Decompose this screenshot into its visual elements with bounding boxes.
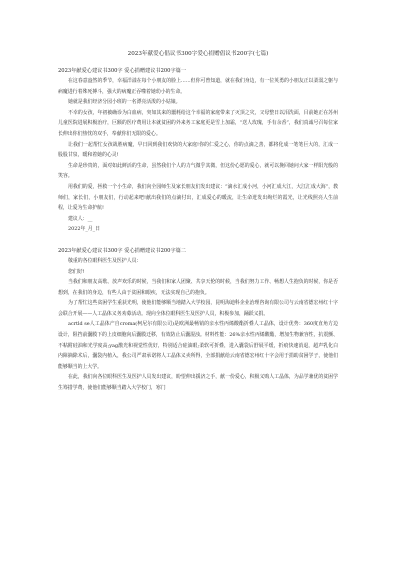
paragraph: 让我们一起帮忙女孩战胜病魔，早日回到我们欢快的大家庭!你的仁爱之心，你的点滴之善，都将化成一笔笔巨大的，汇成一股股甘泉，暖和着她的心灵! (58, 141, 338, 159)
signoff: 建议人：__ (68, 215, 93, 222)
paragraph: 生命是珍贵的，面对如此鲜活的生命，虽然我们个人的力气微乎其微，但这份心愿的爱心，就可以挽回她问大家一样阳光般的笑容。 (58, 162, 338, 180)
paragraph: 在此，我们向各位眼科医生及医护人员发出建议，盼望伸出援济之手，献一份爱心，积极义购人工晶体，为品学兼优的贫困学生筹措学费，使他们能够顺当踏入大学校门，寒门 (58, 374, 338, 392)
paragraph: 当我们和朋友高歌、放声欢乐的时候，当我们和家人团聚、共享天伦的时候，当我们努力工作、畅想人生抱负的时候，你是否想到，在我们的身边，有些人由于贫困和眼疾，无法实现自己的抱负。 (58, 279, 338, 296)
paragraph: 为了帮忙这些贫困学生重获光明，使他们能够顺当地踏入大学校园，昆明海迪科企业治理咨询有限公司与云南省德宏州红十字会联合开展——人工晶体义务劝募活动。现向全体位眼科医生及医护人员，积极参加，踊跃义捐。 (58, 300, 338, 317)
paragraph: acrtld se人工晶体产自croma(柯尼尔有限公司)是欧洲最畅销的亲水性丙烯酸酯折叠人工晶体，设计优势：360度直角方边设计，阻挡前囊膜下的上皮细胞向后囊膜迁移，有效防止后囊混浊。材料性能：26%亲水性丙烯酸酯，增加生物兼容性，抗震颤、不粘附硅油和光学度高;yag激光和视觉性优好，特别适合硅油眼;柔软可折叠，进入囊袋后舒展平缓，折痕快速消退，超声乳化白内障摘除术后，囊袋内植入，我公司严肃承诺将人工晶体义卖所得，全部捐献给云南省德宏州红十字会用于捐助贫困学子，使他们能够顺当的上大学。 (58, 321, 338, 370)
document-title: 2023年献爱心倡议书300字爱心捐赠倡议书200字(七篇) (127, 51, 269, 57)
section-heading-2: 2023年献爱心建议书300字 爱心捐赠建议书200字篇二 (58, 247, 187, 254)
greeting: 您们好! (68, 268, 85, 275)
paragraph: 用我们的爱，拯救一个小生命，我们向全园师生及家长朋友们发出建议：“滴水汇成小河，小河汇成大江，大江汇成大海”，教师们，家长们，小朋友们，行动起来吧!献出我们的点滴付出，汇成爱心的暖流，让生命迸发出绚烂的霞光，让光线照亮人生前程，让爱为生命护航! (58, 183, 338, 212)
date-line: 2022年_月_日 (68, 226, 101, 233)
salutation: 敬重的各位眼科医生及医护人员： (68, 257, 142, 264)
paragraph: 在这春意盎然的季节，幸福洋溢在每个小朋友的脸上……但你可曾知道，就在我们身边，有一位英勇的小朋友正以柔弱之躯与病魔进行着殊死搏斗，强大的病魔正吞噬着她幼小的生命。 (58, 78, 338, 95)
section-spacer (58, 235, 338, 239)
paragraph: 她就是我们经济分园小班的一名漂亮活泼的小姑娘。 (68, 99, 181, 106)
section-heading-1: 2023年献爱心建议书300字 爱心捐赠建议书200字篇一 (58, 68, 187, 74)
paragraph: 不幸的女孩，年初被确诊为白血病，突如其来的噩耗给这个幸福的家庭带来了灭顶之灾，父母整日以泪洗面，目前她正在苏州儿童医院进展积极治疗，巨额的医疗费用让本就贫困的外来务工家庭更是雪上加霜，“送人玫瑰，手有余香”，我们真诚号召每位家长伸出你们热忱的双手，奉献你们无限的爱心。 (58, 109, 338, 137)
